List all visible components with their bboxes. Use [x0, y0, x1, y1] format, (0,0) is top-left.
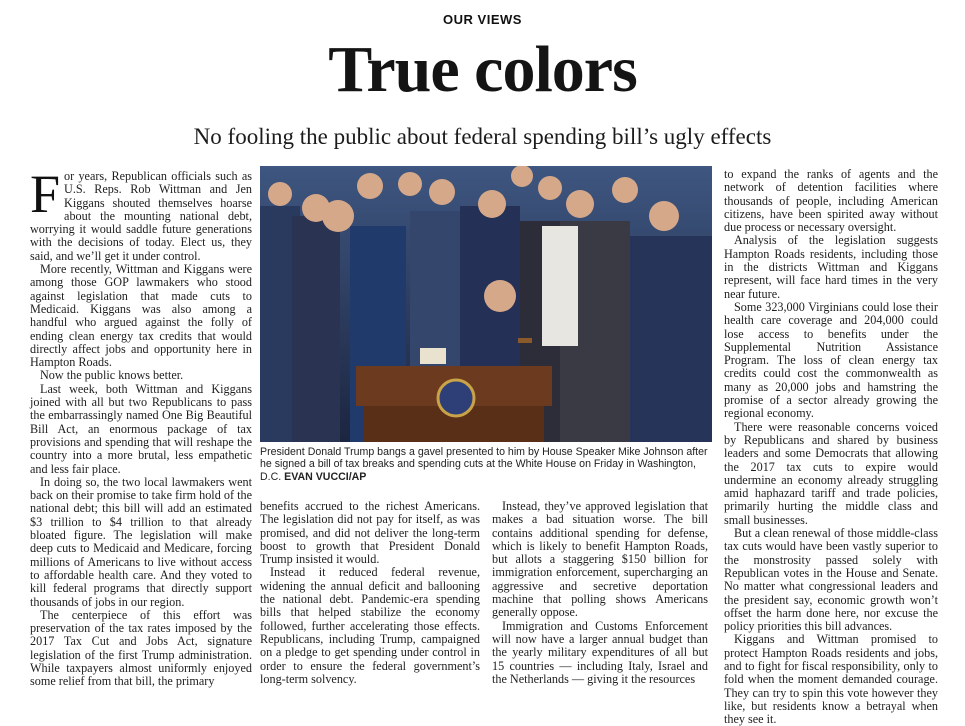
paragraph: Last week, both Wittman and Kiggans joined with all but two Republicans to pass the embarrassingly named One Big Beautiful Bill Act, an enormous package of tax provisions and spending that will reshape the country into a more brutal, less empathetic and less fair place.: [30, 381, 252, 476]
paragraph: Kiggans and Wittman promised to protect Hampton Roads residents and jobs, and to fight for fiscal responsibility, only to fold when the moment demanded courage. They can try to spin this vote however they like, but residents know a betrayal when they see it.: [724, 632, 938, 726]
paragraph: to expand the ranks of agents and the network of detention facilities where thousands of people, including American citizens, have been spirited away without due process or necessary oversight.: [724, 167, 938, 235]
paragraph: Analysis of the legislation suggests Hampton Roads residents, including those in the districts Wittman and Kiggans represent, will face hard times in the very near future.: [724, 233, 938, 301]
paragraph: benefits accrued to the richest Americans. The legislation did not pay for itself, as was promised, and did not deliver the long-term boost to growth that President Donald Trump insisted it would.: [260, 499, 480, 567]
paragraph: Instead it reduced federal revenue, widening the annual deficit and ballooning the national debt. Pandemic-era spending bills that helped stabilize the economy followed, further accelerating those effects. Republicans, including Trump, campaigned on a pledge to get spending under control in order to ensure the federal government’s long-term solvency.: [260, 565, 480, 686]
paragraph: Instead, they’ve approved legislation that makes a bad situation worse. The bill contains additional spending for defense, which is likely to benefit Hampton Roads, but allots a staggering $150 billion for immigration enforcement, supercharging an aggressive and secretive deportation machine that polling shows Americans generally oppose.: [492, 499, 708, 620]
headline: True colors: [328, 33, 637, 106]
paragraph: Immigration and Customs Enforcement will now have a larger annual budget than the yearly military expenditures of all but 15 countries — including Italy, Israel and the Netherlands — giving it the resources: [492, 618, 708, 686]
article-column-2: [260, 500, 480, 686]
caption-text: President Donald Trump bangs a gavel presented to him by House Speaker Mike Johnson after he signed a bill of tax breaks and spending cuts at the White House on Friday in Washington, D.C.: [260, 446, 708, 483]
paragraph: In doing so, the two local lawmakers went back on their promise to take firm hold of the national debt; this bill will add an estimated $3 trillion to $4 trillion to that already bloated figure. The legislation will make deep cuts to Medicaid and Medicare, forcing millions of Americans to live without access to affordable health care. And they voted to kill federal programs that directly support thousands of jobs in our region.: [30, 474, 252, 609]
paragraph: There were reasonable concerns voiced by Republicans and shared by business leaders and some Democrats that allowing the 2017 tax cuts to expire would undermine an economy already struggling amid haphazard tariff and trade policies, primarily hurting the middle class and small businesses.: [724, 419, 938, 527]
photo-credit: EVAN VUCCI/AP: [284, 470, 367, 483]
article-column-3: [492, 500, 708, 686]
paragraph: [30, 164, 252, 263]
paragraph-text: or years, Republican officials such as U.S. Reps. Rob Wittman and Jen Kiggans shouted themselves hoarse about the mounting national debt, worrying it would saddle future generations with the decisions of today. Elect us, they said, and we’ll get it under control.: [30, 169, 252, 263]
deck-subheadline: No fooling the public about federal spending bill’s ugly effects: [193, 124, 772, 149]
photo-caption: [260, 446, 710, 483]
paragraph: More recently, Wittman and Kiggans were among those GOP lawmakers who stood against legislation that made cuts to Medicaid. Kiggans was also among a handful who argued against the folly of ending clean energy tax credits that would directly affect jobs and opportunity here in Hampton Roads.: [30, 262, 252, 370]
drop-cap: F: [30, 164, 61, 224]
news-photo: [260, 166, 712, 442]
paragraph: But a clean renewal of those middle-class tax cuts would have been vastly superior to the monstrosity passed solely with Republican votes in the House and Senate. No matter what congressional leaders and the president say, economic growth won’t offset the harm done here, nor excuse the policy priorities this bill advances.: [724, 526, 938, 634]
paragraph: Some 323,000 Virginians could lose their health care coverage and 204,000 could lose access to benefits under the Supplemental Nutrition Assistance Program. The loss of clean energy tax credits could cost the commonwealth as many as 20,000 jobs and hamstring the promise of a sector already growing the regional economy.: [724, 299, 938, 421]
paragraph: Now the public knows better.: [40, 368, 184, 383]
paragraph: The centerpiece of this effort was preservation of the tax rates imposed by the 2017 Tax Cut and Jobs Act, signature legislation of the first Trump administration. While taxpayers almost uniformly enjoyed some relief from that bill, the primary: [30, 607, 252, 689]
article-column-4: [724, 168, 938, 726]
section-kicker: OUR VIEWS: [443, 12, 522, 27]
article-column-1: [30, 164, 252, 689]
